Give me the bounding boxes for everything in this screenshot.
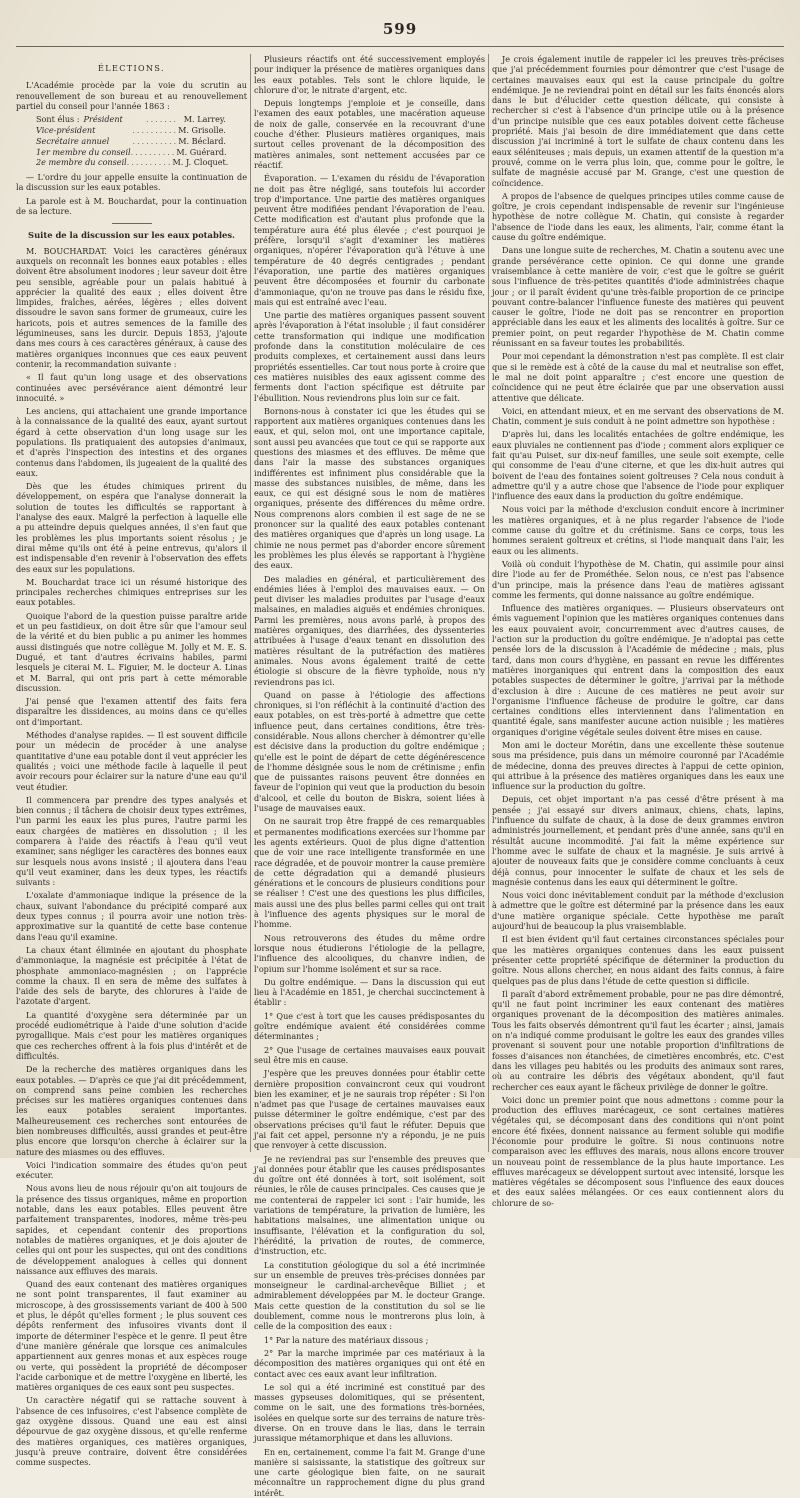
paragraph: Je crois également inutile de rappeler ici les preuves très-précises que j'ai précédemment fournies pour démontrer que c'est l'usage de certaines mauvaises eaux qui est la cause principale du goître endémique. Je ne reviendrai point en détail sur les faits énoncés alors dans le but d'élucider cette question délicate, qui consiste à rechercher si c'est à l'absence d'un principe utile ou à la présence d'un principe nuisible que ces eaux potables doivent cette fâcheuse propriété. Mais j'ai besoin de dire immédiatement que dans cette discussion j'ai incriminé à tort le sulfate de chaux contenu dans les eaux séléniteuses ; mais depuis, un examen attentif de la question m'a prouvé, comme on le verra plus loin, que, comme pour le goître, le sulfate de magnésie accusé par M. Grange, c'est une question de coïncidence. (492, 54, 784, 188)
dot-leader: .......... (132, 135, 179, 146)
column-middle (254, 54, 485, 1498)
bureau-role-text: Président (83, 114, 123, 125)
bureau-row (36, 147, 226, 158)
paragraph: Voici l'indication sommaire des études qu'on peut exécuter. (16, 1159, 247, 1181)
paragraph: Des maladies en général, et particulièrement des endémies liées à l'emploi des mauvaises eaux. — On peut diviser les maladies produites par l'usage d'eaux malsaines, en maladies aiguës et endémies chroniques. Parmi les premières, nous avons parlé, à propos des matières organiques, des diarrhées, des dyssenteries attribuées à l'usage d'eaux tenant en dissolution des matières résultant de la putréfaction des matières animales. Nous avons également traité de cette étiologie si obscure de la fièvre typhoïde, nous n'y reviendrons pas ici. (254, 573, 485, 687)
paragraph: M. Bouchardat trace ici un résumé historique des principales recherches chimiques entreprises sur les eaux potables. (16, 576, 247, 608)
dot-leader: .......... (130, 146, 177, 157)
paragraph: L'oxalate d'ammoniaque indique la présence de la chaux, suivant l'abondance du précipité comparé aux deux types connus ; il pourra avoir une notion très-approximative sur la quantité de cette base contenue dans l'eau qu'il examine. (16, 890, 247, 942)
paragraph: Je ne reviendrai pas sur l'ensemble des preuves que j'ai données pour établir que les causes prédisposantes du goître ont été données à tort, soit isolément, soit réunies, le rôle de causes principales. Ces causes que je me contenterai de rappeler ici sont : l'air humide, les variations de température, la privation de lumière, les habitations malsaines, une alimentation unique ou insuffisante, l'élévation et la configuration du sol, l'hérédité, la privation de routes, de commerce, d'instruction, etc. (254, 1153, 485, 1257)
paragraph: Dans une longue suite de recherches, M. Chatin a soutenu avec une grande persévérance cette opinion. Ce qui donne une grande vraisemblance à cette manière de voir, c'est que le goître se guérit sous l'influence de très-petites quantités d'iode administrées chaque jour ; or il paraît évident qu'une très-faible proportion de ce principe pouvant contre-balancer l'influence funeste des matières qui peuvent causer le goître, l'iode ne doit pas se rencontrer en proportion appréciable dans les eaux et les aliments des localités à goître. Sur ce premier point, on peut regarder l'hypothèse de M. Chatin comme réunissant en sa faveur toutes les probabilités. (492, 245, 784, 349)
bureau-row (36, 114, 226, 125)
paragraph: Le sol qui a été incriminé est constitué par des masses gypseuses dolomitiques, qui se présentent, comme on le sait, une des formations très-bornées, isolées en quelque sorte sur des terrains de nature très-diverse. On en trouve dans le lias, dans le terrain jurassique métamorphique et dans les alluvions. (254, 1381, 485, 1444)
paragraph: Quand des eaux contenant des matières organiques ne sont point transparentes, il faut examiner au microscope, à des grossissements variant de 400 à 500 et plus, le dépôt qu'elles forment ; le plus souvent ces dépôts renferment des infusoires vivants dont il importe de déterminer l'espèce et le genre. Il peut être d'une manière générale que lorsque ces animalcules appartiennent aux genres monas et aux espèces rouge ou verte, qui possèdent la propriété de décomposer l'acide carbonique et de mettre l'oxygène en liberté, les matières organiques de ces eaux sont peu suspectes. (16, 1279, 247, 1393)
paragraph: Influence des matières organiques. — Plusieurs observateurs ont émis vaguement l'opinion que les matières organiques contenues dans les eaux pouvaient avoir, concurremment avec d'autres causes, de l'action sur la production du goître endémique. Je n'adoptai pas cette pensée lors de la discussion à l'Académie de médecine ; mais, plus tard, dans mon cours d'hygiène, en passant en revue les différentes matières inorganiques qui entrent dans la composition des eaux potables suspectes de déterminer le goître, j'arrivai par la méthode d'exclusion à dire : Aucune de ces matières ne peut avoir sur l'organisme l'influence fâcheuse de produire le goître, car dans certaines conditions elles interviennent dans l'alimentation en quantité égale, sans manifester aucune action nuisible ; les matières organiques d'origine végétale seules doivent être mises en cause. (492, 603, 784, 737)
paragraph: Quand on passe à l'étiologie des affections chroniques, si l'on réfléchit à la continuité d'action des eaux potables, on est très-porté à admettre que cette influence peut, dans certaines conditions, être très-considérable. Nous allons chercher à démontrer qu'elle est décisive dans la production du goître endémique ; qu'elle est le point de départ de cette dégénérescence de l'homme désignée sous le nom de crétinisme ; enfin que de puissantes raisons peuvent être données en faveur de l'opinion qui veut que la production du besoin d'alcool, et celle du bouton de Biskra, soient liées à l'usage de mauvaises eaux. (254, 689, 485, 814)
paragraph: Plusieurs réactifs ont été successivement employés pour indiquer la présence de matières organiques dans les eaux potables. Tels sont le chlore liquide, le chlorure d'or, le nitrate d'argent, etc. (254, 54, 485, 95)
paragraph: 2° Par la marche imprimée par ces matériaux à la décomposition des matières organiques qui ont été en contact avec ces eaux avant leur infiltration. (254, 1347, 485, 1379)
paragraph: Mon ami le docteur Morétin, dans une excellente thèse soutenue sous ma présidence, puis dans un mémoire couronné par l'Académie de médecine, donna des preuves directes à l'appui de cette opinion, qui attribue à la présence des matières organiques dans les eaux une influence sur la production du goître. (492, 740, 784, 792)
paragraph: 1° Par la nature des matériaux dissous ; (264, 1334, 429, 1345)
article-subheading: Suite de la discussion sur les eaux potables. (28, 230, 235, 241)
section-title: ÉLECTIONS. (98, 64, 165, 73)
paragraph: Les anciens, qui attachaient une grande importance à la connaissance de la qualité des eaux, ayant surtout égard à cette observation d'un long usage sur les populations. Ils pratiquaient des autopsies d'animaux, et d'après l'inspection des intestins et des organes contenus dans l'abdomen, ils jugeaient de la qualité des eaux. (16, 406, 247, 478)
paragraph: Dès que les études chimiques prirent du développement, on espéra que l'analyse donnerait la solution de toutes les difficultés se rapportant à l'analyse des eaux. Malgré la perfection à laquelle elle a pu atteindre depuis quelques années, il s'en faut que les problèmes les plus importants soient résolus ; je dirai même qu'ils ont été à peine entrevus, qu'alors il est indispensable d'en revenir à l'observation des effets des eaux sur les populations. (16, 481, 247, 574)
column-divider (250, 54, 251, 1152)
paragraph: Voilà où conduit l'hypothèse de M. Chatin, qui assimile pour ainsi dire l'iode au fer de Prométhée. Selon nous, ce n'est pas l'absence d'un principe, mais la présence dans l'eau de matières agissant comme les ferments, qui donne naissance au goître endémique. (492, 558, 784, 600)
paragraph: La parole est à M. Bouchardat, pour la continuation de sa lecture. (16, 195, 247, 217)
paragraph: La constitution géologique du sol a été incriminée sur un ensemble de preuves très-précises données par monseigneur le cardinal-archevêque Billiet ; et admirablement développées par M. le docteur Grange. Mais cette question de la constitution du sol se lie doublement, comme nous le montrerons plus loin, à celle de la composition des eaux : (254, 1259, 485, 1332)
paragraph: D'après lui, dans les localités entachées de goître endémique, les eaux pluviales ne contiennent pas d'iode ; comment alors expliquer ce fait qu'au Puiset, sur dix-neuf familles, une seule soit exempte, celle qui consomme de l'eau d'une citerne, et que les dix-huit autres qui boivent de l'eau des fontaines soient goîtreuses ? Cela nous conduit à admettre qu'il y a autre chose que l'absence de l'iode pour expliquer l'influence des eaux dans la production du goître endémique. (492, 429, 784, 502)
paragraph: M. BOUCHARDAT. Voici les caractères généraux auxquels on reconnaît les bonnes eaux potables : elles doivent être absolument inodores ; leur saveur doit être peu sensible, agréable pour un palais habitué à apprécier la qualité des eaux ; elles doivent être limpides, fraîches, aérées, légères ; elles doivent dissoudre le savon sans former de grumeaux, cuire les haricots, pois et autres semences de la famille des légumineuses, sans les durcir. Depuis 1853, j'ajoute dans mes cours à ces caractères généraux, à cause des matières organiques inconnues que ces eaux peuvent contenir, la recommandation suivante : (16, 245, 247, 369)
column-divider (488, 54, 489, 1152)
bureau-role: 2e membre du conseil (36, 157, 127, 168)
dot-leader: ....... (146, 114, 179, 125)
page-number: 599 (382, 20, 418, 38)
bureau-role: 1er membre du conseil (36, 146, 131, 157)
bureau-name: M. Larrey. (183, 114, 226, 125)
paragraph: 1° Que c'est à tort que les causes prédisposantes du goître endémique avaient été considérées comme déterminantes ; (254, 1010, 485, 1042)
paragraph: Il commencera par prendre des types analysés et bien connus ; il tâchera de choisir deux types extrêmes, l'un parmi les eaux les plus pures, l'autre parmi les eaux chargées de matières en dissolution ; il les comparera à l'aide des réactifs à l'eau qu'il veut examiner, sans négliger les caractères des bonnes eaux sur lesquels nous avons insisté ; il ajoutera dans l'eau qu'il veut examiner, dans les deux types, les réactifs suivants : (16, 794, 247, 888)
paragraph: Un caractère négatif qui se rattache souvent à l'absence de ces infusoires, c'est l'absence complète de gaz oxygène dissous. Quand une eau est ainsi dépourvue de gaz oxygène dissous, et qu'elle renferme des matières organiques, ces matières organiques, jusqu'à preuve contraire, doivent être considérées comme suspectes. (16, 1395, 247, 1468)
separator (112, 223, 152, 224)
bureau-row (36, 125, 226, 136)
paragraph: Voici donc un premier point que nous admettons : comme pour la production des effluves marécageux, ce sont certaines matières végétales qui, se décomposant dans des conditions qui n'ont point encore été fixées, donnent naissance au ferment soluble qui modifie l'économie pour produire le goître. Si nous continuons notre comparaison avec les effluves des marais, nous allons encore trouver un nouveau point de ressemblance de la plus haute importance. Les effluves marécageux se développent surtout avec intensité, lorsque les matières végétales se décomposent sous l'influence des eaux douces et des eaux salées mélangées. Or ces eaux contiennent alors du chlorure de so- (492, 1094, 784, 1208)
paragraph: Nous retrouverons des études du même ordre lorsque nous étudierons l'étiologie de la pellagre, l'influence des alcooliques, du chanvre indien, de l'opium sur l'homme isolément et sur sa race. (254, 932, 485, 974)
paragraph: « Il faut qu'un long usage et des observations continuées avec persévérance aient démontré leur innocuité. » (16, 372, 247, 403)
paragraph: L'Académie procède par la voie du scrutin au renouvellement de son bureau et au renouvellement partiel du conseil pour l'année 1863 : (16, 80, 247, 111)
bureau-name: M. Béclard. (178, 135, 226, 146)
column-left (16, 54, 247, 1468)
bureau-name: M. Grisolle. (178, 124, 226, 135)
paragraph: On ne saurait trop être frappé de ces remarquables et permanentes modifications exercées sur l'homme par les agents extérieurs. Quoi de plus digne d'attention que de voir une race intelligente transformée en une race dégradée, et de pouvoir montrer la cause première de cette dégradation qui a demandé plusieurs générations et le concours de plusieurs conditions pour se réaliser ! C'est une des questions les plus difficiles, mais aussi une des plus belles parmi celles qui ont trait à l'influence des agents physiques sur le moral de l'homme. (254, 816, 485, 930)
paragraph: — L'ordre du jour appelle ensuite la continuation de la discussion sur les eaux potables. (16, 172, 247, 193)
bureau-role: Secrétaire annuel (36, 135, 110, 146)
paragraph: Bornons-nous à constater ici que les études qui se rapportent aux matières organiques contenues dans les eaux, et qui, selon moi, ont une importance capitale, sont aussi peu avancées que tout ce qui se rapporte aux questions des miasmes et des effluves. De même que dans l'air la masse des substances organiques indifférentes est infiniment plus considérable que la masse des substances nuisibles, de même, dans les eaux, ce qui est désigné sous le nom de matières organiques, présente des différences du même ordre. Nous comprenons alors combien il est sage de ne se prononcer sur la qualité des eaux potables contenant des matières organiques que d'après un long usage. La chimie ne nous permet pas d'aborder encore sûrement les problèmes les plus élevés se rapportant à l'hygiène des eaux. (254, 405, 485, 571)
paragraph: J'ai pensé que l'examen attentif des faits fera disparaître les dissidences, au moins dans ce qu'elles ont d'important. (16, 696, 247, 727)
paragraph: 2° Que l'usage de certaines mauvaises eaux pouvait seul être mis en cause. (254, 1044, 485, 1065)
paragraph: Depuis longtemps j'emploie et je conseille, dans l'examen des eaux potables, une macération aqueuse de noix de galle, conservée en la recouvrant d'une couche d'éther. Plusieurs matières organiques, mais surtout celles provenant de la décomposition des matières animales, sont nettement accusées par ce réactif. (254, 98, 485, 170)
bureau-role: Vice-président (36, 124, 96, 135)
paragraph: Évaporation. — L'examen du résidu de l'évaporation ne doit pas être négligé, sans toutefois lui accorder trop d'importance. Une partie des matières organiques peuvent être modifiées pendant l'évaporation de l'eau. Cette modification est d'autant plus profonde que la température aura été plus élevée ; c'est pourquoi je préfère, lorsqu'il s'agit d'examiner les matières organiques, n'opérer l'évaporation qu'à l'étuve à une température de 40 degrés centigrades ; pendant l'évaporation, une partie des matières organiques peuvent être décomposées et fournir du carbonate d'ammoniaque, qu'on ne trouve pas dans le résidu fixe, mais qui est entraîné avec l'eau. (254, 173, 485, 307)
paragraph: Depuis, cet objet important n'a pas cessé d'être présent à ma pensée ; j'ai essayé sur divers animaux, chiens, chats, lapins, l'influence du sulfate de chaux, à la dose de deux grammes environ administrés journellement, et pendant près d'une année, sans qu'il en résultât aucune incommodité. J'ai fait la même expérience sur l'homme avec le sulfate de chaux et la magnésie. Je suis arrivé à ajouter de nouveaux faits que je considère comme concluants à ceux déjà connus, pour innocenter le sulfate de chaux et les sels de magnésie contenus dans les eaux qui déterminent le goître. (492, 794, 784, 887)
paragraph: En en, certainement, comme l'a fait M. Grange d'une manière si saisissante, la statistique des goîtreux sur une carte géologique bien faite, on ne saurait méconnaître un rapprochement digne du plus grand intérêt. (254, 1446, 485, 1498)
bureau-name: M. Guérard. (176, 146, 227, 157)
bureau-list (36, 114, 247, 168)
header-rule (16, 46, 784, 47)
bureau-role (36, 114, 146, 125)
paragraph: De la recherche des matières organiques dans les eaux potables. — D'après ce que j'ai dit précédemment, on comprend sans peine combien les recherches précises sur les matières organiques contenues dans les eaux potables seraient importantes. Malheureusement ces recherches sont entourées de bien nombreuses difficultés, aussi grandes et peut-être plus encore que lorsqu'on cherche à éclairer sur la nature des miasmes ou des effluves. (16, 1064, 247, 1157)
paragraph: Voici, en attendant mieux, et en me servant des observations de M. Chatin, comment je suis conduit à ne point admettre son hypothèse : (492, 405, 784, 427)
paragraph: Nous voici donc inévitablement conduit par la méthode d'exclusion à admettre que le goître est déterminé par la présence dans les eaux d'une matière organique spéciale. Cette hypothèse me paraît aujourd'hui de beaucoup la plus vraisemblable. (492, 890, 784, 932)
bureau-name: M. J. Cloquet. (172, 157, 229, 168)
dot-leader: .......... (126, 157, 173, 168)
paragraph: Pour moi cependant la démonstration n'est pas complète. Il est clair que si le remède est à côté de la cause du mal et neutralise son effet, le mal ne doit point apparaître ; c'est encore une question de coïncidence qui ne peut être éclairée que par une observation aussi attentive que délicate. (492, 351, 784, 403)
column-right (492, 54, 784, 1208)
bureau-row (36, 136, 226, 147)
paragraph: Du goître endémique. — Dans la discussion qui eut lieu à l'Académie en 1851, je cherchai succinctement à établir : (254, 976, 485, 1008)
paragraph: A propos de l'absence de quelques principes utiles comme cause de goître, je crois cependant indispensable de revenir sur l'ingénieuse hypothèse de notre collègue M. Chatin, qui consiste à regarder l'absence de l'iode dans les eaux, les aliments, l'air, comme étant la cause du goître endémique. (492, 190, 784, 243)
paragraph: Nous avons lieu de nous réjouir qu'on ait toujours de la présence des tissus organiques, même en proportion notable, dans les eaux potables. Elles peuvent être parfaitement transparentes, inodores, même très-peu sapides, et cependant contenir des proportions notables de matières organiques, et je dois ajouter de celles qui ont pour les suspectes, qui ont des conditions de développement analogues à celles qui donnent naissance aux effluves des marais. (16, 1183, 247, 1276)
paragraph: Il est bien évident qu'il faut certaines circonstances spéciales pour que les matières organiques contenues dans les eaux puissent présenter cette propriété spécifique de déterminer la production du goître. Nous allons chercher, en nous aidant des faits connus, à faire quelques pas de plus dans l'étude de cette question si difficile. (492, 934, 784, 986)
paragraph: Méthodes d'analyse rapides. — Il est souvent difficile pour un médecin de procéder à une analyse quantitative d'une eau potable dont il veut apprécier les qualités ; voici une méthode facile à laquelle il peut avoir recours pour éclairer sur la nature d'une eau qu'il veut étudier. (16, 730, 247, 792)
paragraph: Quoique l'abord de la question puisse paraître aride et un peu fastidieux, on doit être sûr que l'amour seul de la vérité et du bien public a pu animer les hommes aussi distingués que notre collègue M. Jolly et M. E. S. Dugué, et tant d'autres écrivains habiles, parmi lesquels je citerai M. L. Figuier, M. le docteur A. Linas et M. Barral, qui ont pris part à cette mémorable discussion. (16, 610, 247, 693)
paragraph: J'espère que les preuves données pour établir cette dernière proposition convaincront ceux qui voudront bien les examiner, et je ne saurais trop répéter : Si l'on n'admet pas que l'usage de certaines mauvaises eaux puisse déterminer le goître endémique, c'est par des observations précises qu'il faut le réfuter. Depuis que j'ai fait cet appel, personne n'y a répondu, je ne puis que renvoyer à cette discussion. (254, 1068, 485, 1151)
paragraph: Il paraît d'abord extrêmement probable, pour ne pas dire démontré, qu'il ne faut point incriminer les eaux contenant des matières organiques provenant de la décomposition des matières animales. Tous les faits observés démontrent qu'il faut les écarter ; ainsi, jamais on n'a indiqué comme produisant le goître les eaux des grandes villes provenant si souvent pour une notable proportion d'infiltrations de fosses d'aisances non étanchées, de cimetières encombrés, etc. C'est dans les villages peu habités ou les produits des animaux sont rares, où au contraire les débris des végétaux abondent, qu'il faut rechercher ces eaux ayant le fâcheux privilège de donner le goître. (492, 988, 784, 1092)
paragraph: La chaux étant éliminée en ajoutant du phosphate d'ammoniaque, la magnésie est précipitée à l'état de phosphate ammoniaco-magnésien ; on l'apprécie comme la chaux. Il en sera de même des sulfates à l'aide des sels de baryte, des chlorures à l'aide de l'azotate d'argent. (16, 944, 247, 1007)
bureau-row (36, 157, 229, 168)
paragraph: Une partie des matières organiques passent souvent après l'évaporation à l'état insoluble ; il faut considérer cette transformation qui indique une modification profonde dans la constitution moléculaire de ces produits complexes, et certainement aussi dans leurs propriétés essentielles. Car tout nous porte à croire que ces matières nuisibles des eaux agissent comme des ferments dont l'action spécifique est détruite par l'ébullition. Nous reviendrons plus loin sur ce fait. (254, 310, 485, 403)
paragraph: Nous voici par la méthode d'exclusion conduit encore à incriminer les matières organiques, et à ne plus regarder l'absence de l'iode comme cause du goître et du crétinisme. Sans ce corps, tous les hommes seraient goîtreux et crétins, si l'iode manquait dans l'air, les eaux ou les aliments. (492, 504, 784, 556)
paragraph: La quantité d'oxygène sera déterminée par un procédé eudiométrique à l'aide d'une solution d'acide pyrogallique. Mais c'est pour les matières organiques que ces recherches offrent à la fois plus d'intérêt et de difficultés. (16, 1009, 247, 1061)
bureau-label: Sont élus : (36, 114, 80, 125)
dot-leader: .......... (132, 124, 179, 135)
